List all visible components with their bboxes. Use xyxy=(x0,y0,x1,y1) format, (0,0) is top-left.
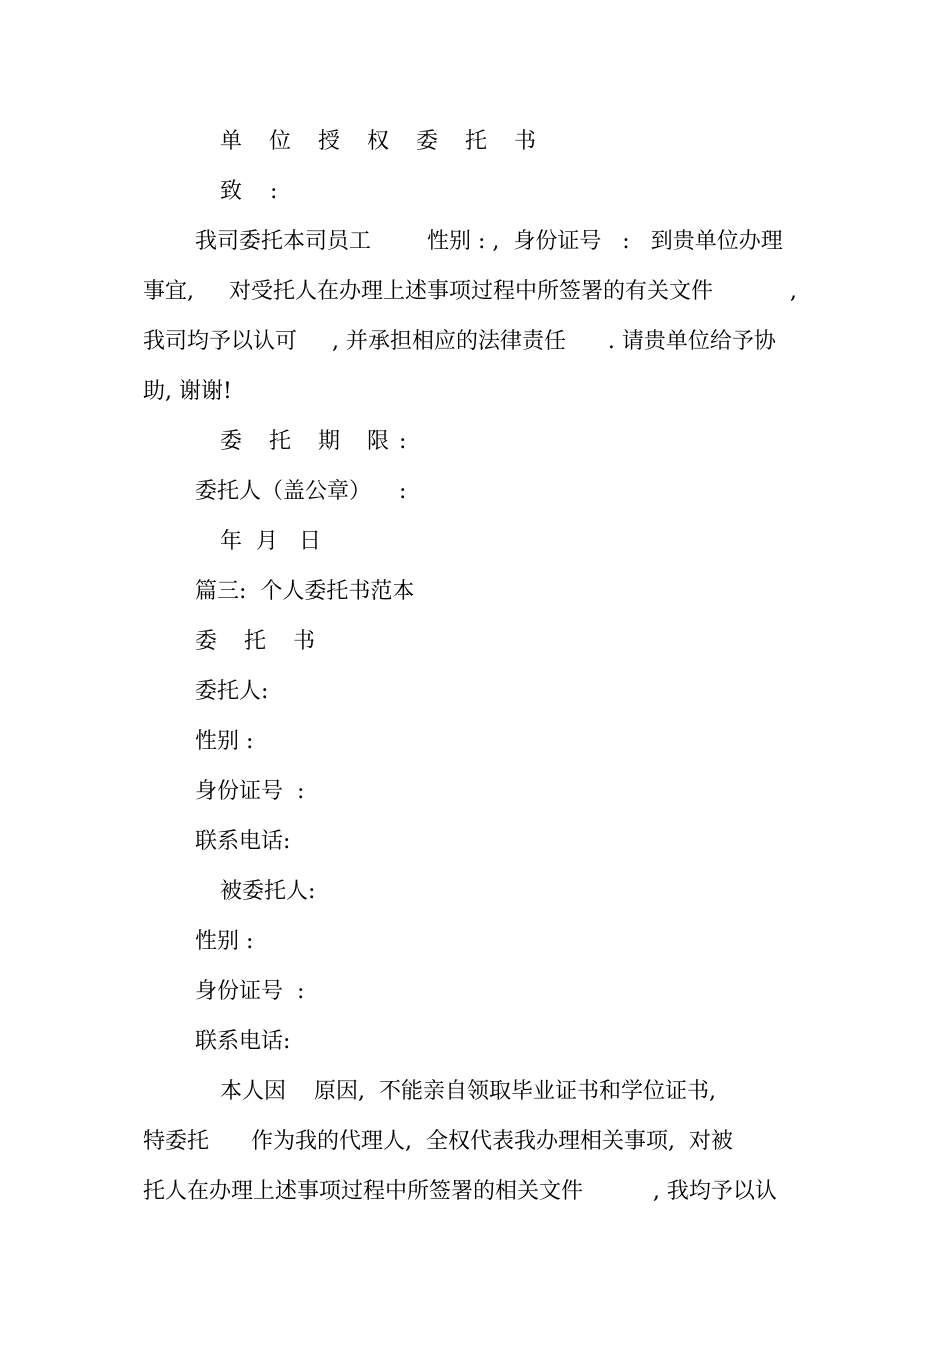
agent-phone-label: 联系电话: xyxy=(195,1029,291,1054)
section-three-title: 委 托 书 xyxy=(195,629,325,654)
unit-letter-body-line-3: 我司均予以认可 , 并承担相应的法律责任 . 请贵单位给予协 xyxy=(143,329,776,354)
unit-letter-principal-seal: 委托人（盖公章） : xyxy=(195,479,407,504)
section-three-body-line-1: 本人因 原因, 不能亲自领取毕业证书和学位证书, xyxy=(220,1079,716,1104)
agent-label: 被委托人: xyxy=(220,879,316,904)
principal-phone-label: 联系电话: xyxy=(195,829,291,854)
unit-letter-body-line-1: 我司委托本司员工 性别 : , 身份证号 : 到贵单位办理 xyxy=(195,229,783,254)
unit-letter-date: 年 月 日 xyxy=(220,529,321,554)
unit-letter-title: 单 位 授 权 委 托 书 xyxy=(220,129,546,154)
principal-gender-label: 性别 : xyxy=(195,729,254,754)
agent-id-label: 身份证号 : xyxy=(195,979,305,1004)
section-three-heading: 篇三: 个人委托书范本 xyxy=(195,579,415,604)
agent-gender-label: 性别 : xyxy=(195,929,254,954)
section-three-body-line-2: 特委托 作为我的代理人, 全权代表我办理相关事项, 对被 xyxy=(143,1129,733,1154)
principal-id-label: 身份证号 : xyxy=(195,779,305,804)
principal-label: 委托人: xyxy=(195,679,269,704)
unit-letter-to: 致 : xyxy=(220,179,278,204)
unit-letter-body-line-2: 事宜, 对受托人在办理上述事项过程中所签署的有关文件 , xyxy=(143,279,797,304)
unit-letter-body-line-4: 助, 谢谢! xyxy=(143,379,232,404)
section-three-body-line-3: 托人在办理上述事项过程中所签署的相关文件 , 我均予以认 xyxy=(143,1179,777,1204)
unit-letter-term: 委 托 期 限: xyxy=(220,429,417,454)
